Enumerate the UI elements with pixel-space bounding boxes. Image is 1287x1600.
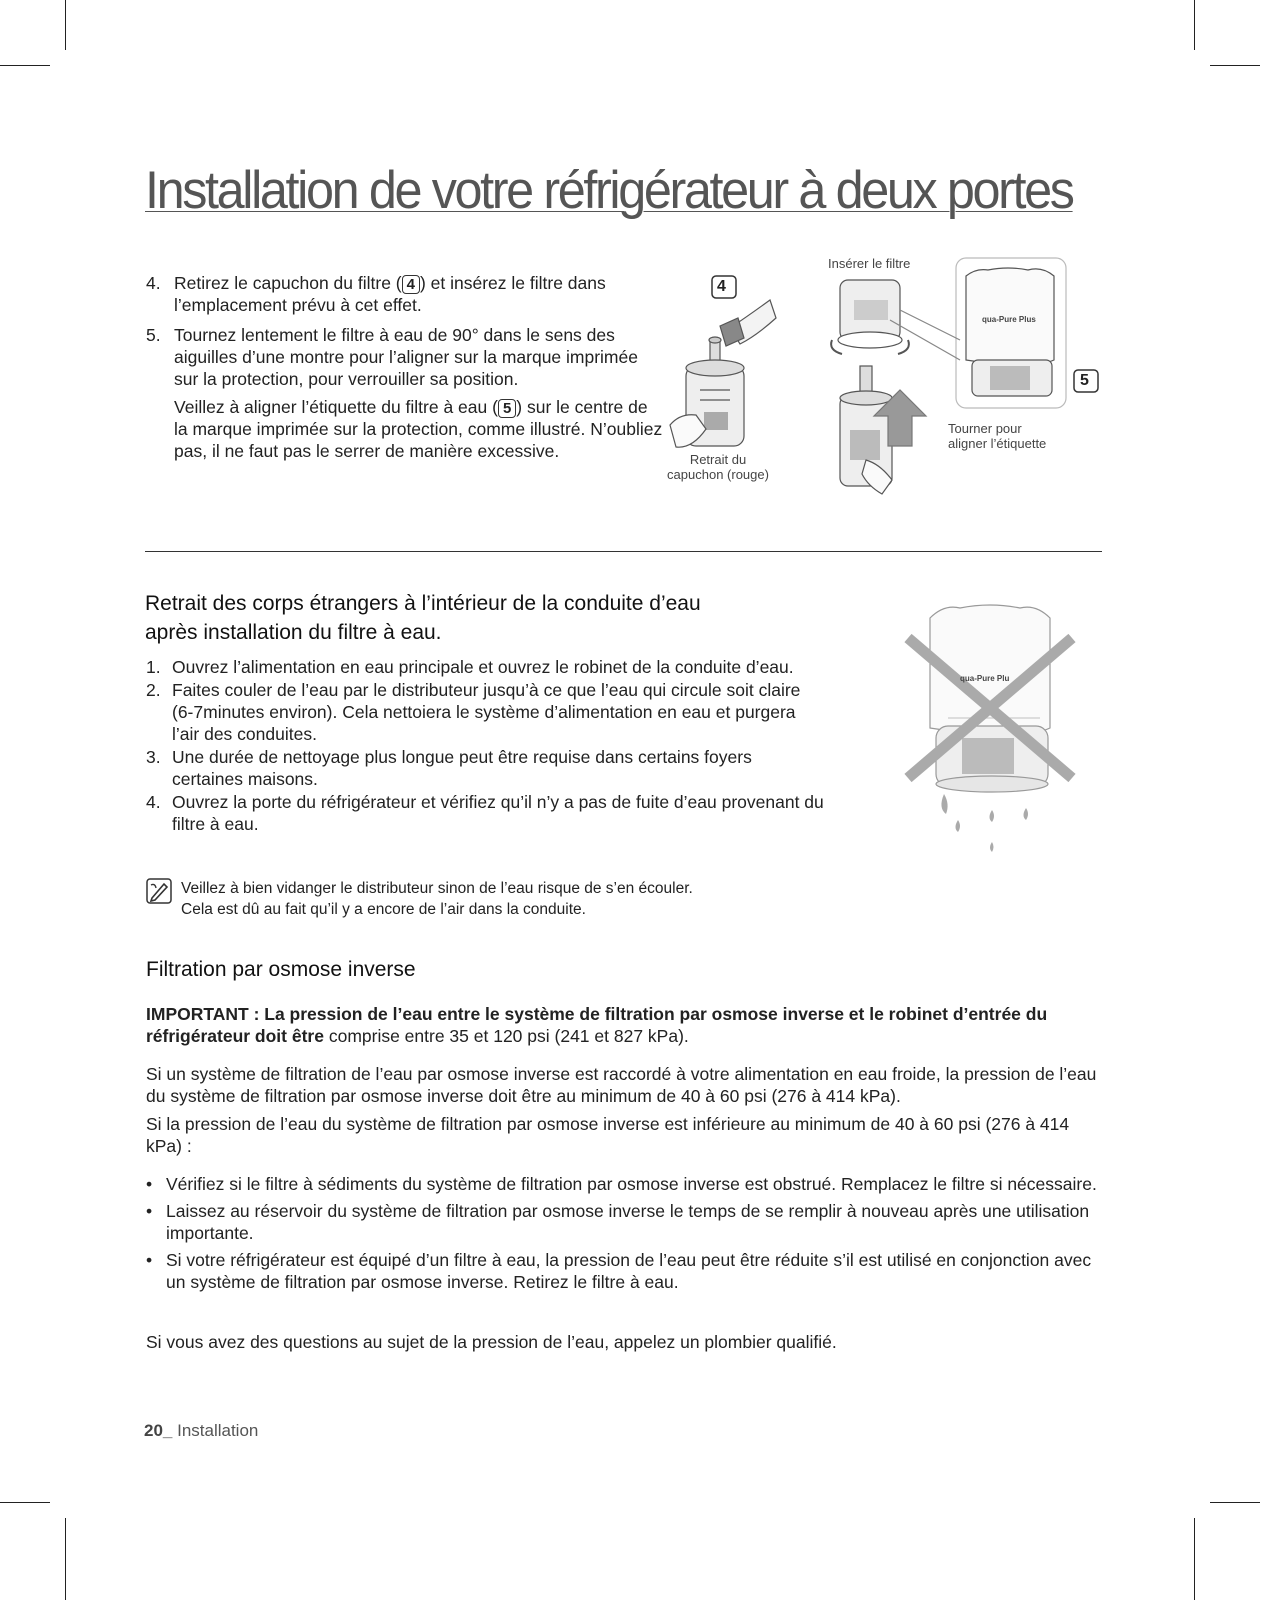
figure-badge-5: 5 (1080, 372, 1089, 389)
list-item (146, 324, 666, 462)
crop-mark (1210, 1502, 1260, 1503)
brand-label (960, 671, 1009, 686)
note-icon (146, 878, 172, 904)
bullet-text: Laissez au réservoir du système de filtration par osmose inverse le temps de se remplir à nouveau après une utilisation importante. (166, 1201, 1090, 1243)
brand-name: qua-Pure (982, 315, 1017, 324)
step-number: 3. (146, 747, 161, 767)
crop-mark (0, 65, 50, 66)
foreign-steps (146, 656, 826, 836)
closing-paragraph: Si vous avez des questions au sujet de la pression de l’eau, appelez un plombier qualifié. (146, 1332, 837, 1352)
list-item (146, 791, 826, 835)
step-text: Tournez lentement le filtre à eau de 90° dans le sens des aiguilles d’une montre pour l’aligner sur la marque imprimée sur la protection, pour verrouiller sa position. (174, 325, 638, 389)
bullet-dot: • (146, 1250, 153, 1270)
paragraph: Si la pression de l’eau du système de filtration par osmose inverse est inférieure au minimum de 40 à 60 psi (276 à 414 kPa) : (146, 1114, 1070, 1156)
list-item (146, 656, 826, 678)
step-number: 4. (146, 273, 161, 293)
bullet-text: Vérifiez si le filtre à sédiments du système de filtration par osmose inverse est obstrué. Remplacez le filtre si nécessaire. (166, 1174, 1097, 1194)
install-steps (146, 272, 666, 470)
step-number: 2. (146, 680, 161, 700)
step-number: 5. (146, 325, 161, 345)
caption-line: capuchon (rouge) (667, 467, 769, 482)
important-bold: IMPORTANT : La pression de l’eau entre le système de filtration par osmose inverse et le robinet d’entrée du réfrigérateur doit être (146, 1004, 1048, 1046)
osmosis-bullets (146, 1173, 1106, 1298)
list-item (146, 272, 666, 316)
step-text-part: Retirez le capuchon du filtre ( (174, 273, 402, 293)
note-line: Cela est dû au fait qu’il y a encore de l’air dans la conduite. (181, 901, 586, 918)
list-item (146, 1249, 1106, 1293)
brand-label (982, 312, 1036, 327)
important-rest: comprise entre 35 et 120 psi (241 et 827 kPa). (323, 1026, 689, 1046)
list-item (146, 746, 826, 790)
page-footer (144, 1421, 258, 1441)
section-heading-osmosis: Filtration par osmose inverse (146, 958, 416, 981)
crop-mark (65, 1518, 66, 1600)
step-subtext (174, 396, 666, 462)
brand-plus: Plu (996, 674, 1010, 683)
footer-section: Installation (172, 1421, 259, 1440)
bullet-dot: • (146, 1201, 153, 1221)
step-badge: 4 (402, 275, 420, 294)
insert-filter-caption: Insérer le filtre (828, 256, 911, 271)
filter-install-illustration (660, 250, 1110, 500)
step-text-part: Veillez à aligner l’étiquette du filtre à eau ( (174, 397, 498, 417)
caption-line: aligner l’étiquette (948, 436, 1047, 451)
list-item (146, 1173, 1106, 1195)
note-text (181, 878, 821, 920)
step-text: Ouvrez la porte du réfrigérateur et vérifiez qu’il n’y a pas de fuite d’eau provenant du filtre à eau. (172, 792, 824, 834)
bullet-text: Si votre réfrigérateur est équipé d’un filtre à eau, la pression de l’eau peut être réduite s’il est utilisé en conjonction avec un système de filtration par osmose inverse. Retirez le filtre à eau. (166, 1250, 1092, 1292)
crop-mark (65, 0, 66, 50)
crop-mark (1194, 0, 1195, 50)
step-text: Une durée de nettoyage plus longue peut être requise dans certains foyers certaines maisons. (172, 747, 752, 789)
step-number: 1. (146, 657, 161, 677)
brand-plus: Plus (1018, 315, 1036, 324)
heading-line: après installation du filtre à eau. (145, 621, 442, 644)
caption-line: Retrait du (689, 452, 747, 467)
bullet-dot: • (146, 1174, 153, 1194)
step-badge: 5 (498, 399, 516, 418)
step-text-part: ) sur le centre de la marque imprimée sur la protection, comme illustré. N’oubliez pas, il ne faut pas le serrer de manière excessive. (174, 397, 663, 461)
step-text: Ouvrez l’alimentation en eau principale et ouvrez le robinet de la conduite d’eau. (172, 657, 794, 677)
note-line: Veillez à bien vidanger le distributeur sinon de l’eau risque de s’en écouler. (181, 880, 693, 897)
step-text: Faites couler de l’eau par le distributeur jusqu’à ce que l’eau qui circule soit claire (6-7minutes environ). Cela nettoiera le système d’alimentation en eau et purgera l’air des conduites. (172, 680, 801, 744)
section-divider (145, 551, 1102, 552)
page-number: 20_ (144, 1421, 173, 1440)
incorrect-filter-drawing (900, 598, 1080, 858)
crop-mark (1194, 1518, 1195, 1600)
paragraph: Si un système de filtration de l’eau par osmose inverse est raccordé à votre alimentation en eau froide, la pression de l’eau du système de filtration par osmose inverse doit être au minimum de 40 à 60 psi (276 à 414 kPa). (146, 1064, 1097, 1106)
list-item (146, 1200, 1106, 1244)
section-heading-foreign (145, 589, 701, 647)
figure-badge-4: 4 (717, 278, 726, 295)
step-text (174, 272, 666, 316)
heading-line: Retrait des corps étrangers à l’intérieur de la conduite d’eau (145, 592, 701, 615)
important-notice (146, 1003, 1086, 1047)
remove-cap-caption (664, 452, 772, 482)
page-title: Installation de votre réfrigérateur à deux portes (145, 161, 1073, 220)
crop-mark (1210, 65, 1260, 66)
turn-align-caption (948, 421, 1046, 451)
brand-name: qua-Pure (960, 674, 995, 683)
caption-line: Tourner pour (948, 421, 1022, 436)
step-number: 4. (146, 792, 161, 812)
list-item (146, 679, 826, 745)
crop-mark (0, 1502, 50, 1503)
step-text-part: ) et insérez le filtre dans l’emplacement prévu à cet effet. (174, 273, 606, 315)
incorrect-installation-illustration (900, 598, 1080, 858)
